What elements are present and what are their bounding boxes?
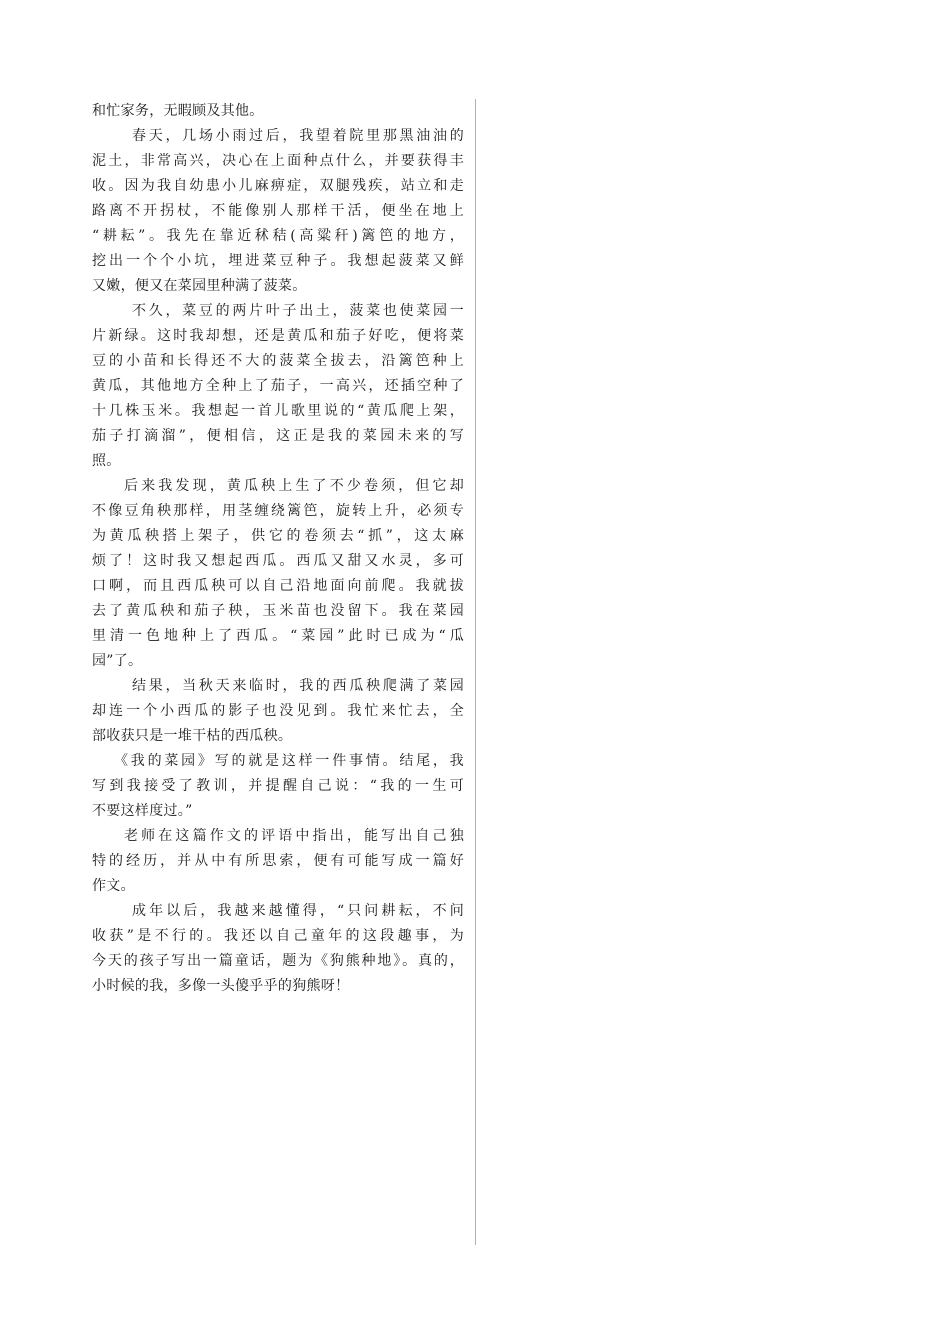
paragraph-start-line: 老师在这篇作文的评语中指出，能写出自己独 — [124, 828, 464, 844]
paragraph-start-line: 成年以后，我越来越懂得，“只问耕耘，不问 — [132, 903, 464, 919]
text-line: 收。因为我自幼患小儿麻痹症，双腿残疾，站立和走 — [92, 178, 464, 194]
text-line: 泥土，非常高兴，决心在上面种点什么，并要获得丰 — [92, 153, 464, 169]
text-line: 小时候的我，多像一头傻乎乎的狗熊呀！ — [92, 978, 350, 994]
paragraph-start-line: 不久，菜豆的两片叶子出土，菠菜也使菜园一 — [132, 303, 464, 319]
text-line: 不要这样度过。” — [92, 803, 193, 819]
text-line: 为黄瓜秧搭上架子，供它的卷须去“抓”，这太麻 — [92, 528, 464, 544]
text-line: “耕耘”。我先在靠近秫秸(高粱秆)篱笆的地方， — [92, 228, 464, 244]
text-line: 片新绿。这时我却想，还是黄瓜和茄子好吃，便将菜 — [92, 328, 464, 344]
text-line: 烦了！这时我又想起西瓜。西瓜又甜又水灵，多可 — [92, 553, 464, 569]
text-line: 黄瓜，其他地方全种上了茄子，一高兴，还插空种了 — [92, 378, 464, 394]
text-line: 挖出一个个小坑，埋进菜豆种子。我想起菠菜又鲜 — [92, 253, 464, 269]
paragraph-start-line: 结果，当秋天来临时，我的西瓜秧爬满了菜园 — [132, 678, 464, 694]
text-line: 去了黄瓜秧和茄子秧，玉米苗也没留下。我在菜园 — [92, 603, 464, 619]
text-line: 作文。 — [92, 878, 135, 894]
text-line: 路离不开拐杖，不能像别人那样干活，便坐在地上 — [92, 203, 464, 219]
text-line: 照。 — [92, 453, 121, 469]
text-line: 写到我接受了教训，并提醒自己说：“我的一生可 — [92, 778, 464, 794]
text-line: 茄子打滴溜”，便相信，这正是我的菜园未来的写 — [92, 428, 464, 444]
text-line: 特的经历，并从中有所思索，便有可能写成一篇好 — [92, 853, 464, 869]
paragraph-start-line: 《我的菜园》写的就是这样一件事情。结尾，我 — [114, 753, 464, 769]
text-line: 豆的小苗和长得还不大的菠菜全拔去，沿篱笆种上 — [92, 353, 464, 369]
paragraph-start-line: 后来我发现，黄瓜秧上生了不少卷须，但它却 — [124, 478, 464, 494]
article-column — [92, 99, 464, 999]
column-divider — [475, 99, 476, 1245]
text-line: 却连一个小西瓜的影子也没见到。我忙来忙去，全 — [92, 703, 464, 719]
text-line: 里清一色地种上了西瓜。“菜园”此时已成为“瓜 — [92, 628, 464, 644]
text-line: 今天的孩子写出一篇童话，题为《狗熊种地》。真的， — [92, 953, 464, 969]
text-line: 不像豆角秧那样，用茎缠绕篱笆，旋转上升，必须专 — [92, 503, 464, 519]
text-line: 园”了。 — [92, 653, 143, 669]
text-line: 收获”是不行的。我还以自己童年的这段趣事，为 — [92, 928, 464, 944]
paragraph-start-line: 春天，几场小雨过后，我望着院里那黑油油的 — [132, 128, 464, 144]
text-line: 和忙家务，无暇顾及其他。 — [92, 103, 264, 119]
text-line: 十几株玉米。我想起一首儿歌里说的“黄瓜爬上架， — [92, 403, 464, 419]
text-line: 部收获只是一堆干枯的西瓜秧。 — [92, 728, 293, 744]
text-line: 口啊，而且西瓜秧可以自己沿地面向前爬。我就拔 — [92, 578, 464, 594]
text-line: 又嫩，便又在菜园里种满了菠菜。 — [92, 278, 307, 294]
